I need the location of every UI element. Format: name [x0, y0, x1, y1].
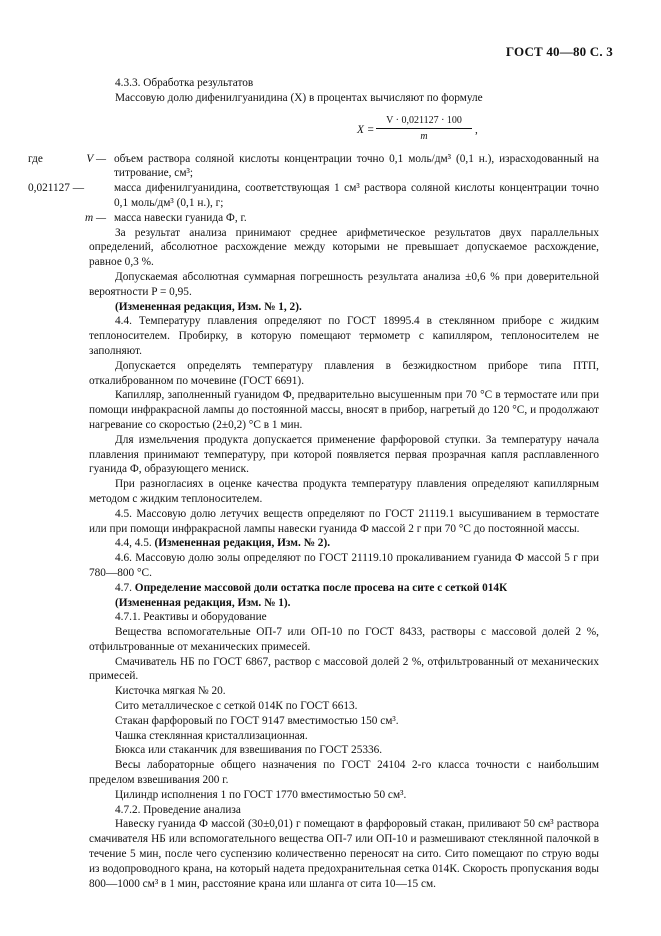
paragraph-4-7-2: Навеску гуанида Ф массой (30±0,01) г помещают в фарфоровый стакан, приливают 50 см³ раствора смачивателя НБ или вспомогательного вещества ОП-7 или ОП-10 и размешивают стеклянной палочкой в течение 5 мин, после чего суспензию количественно переносят на сито. Сито помещают по струю воды из водопроводного крана, на который надета предохранительная сетка 014К. Скорость пропускания воды 800—1000 см³ в 1 мин, расстояние крана или шланга от сита 10—15 см.	[89, 818, 599, 890]
definition-row	[28, 181, 599, 211]
edition-note-4-5	[89, 536, 599, 551]
section-4-7-2-heading: 4.7.2. Проведение анализа	[115, 803, 241, 816]
reagent-item: Кисточка мягкая № 20.	[115, 685, 226, 698]
formula-numerator: V · 0,021127 · 100	[376, 114, 472, 129]
paragraph-4-4: 4.4. Температуру плавления определяют по ГОСТ 18995.4 в стеклянном приборе с жидким теплоносителем. Пробирку, в которую помещают термометр с капилляром, теплоносителем не заполняют.	[89, 315, 599, 357]
reagent-item: Бюкса или стаканчик для взвешивания по ГОСТ 25336.	[115, 744, 383, 757]
section-4-3-3-heading: 4.3.3. Обработка результатов	[115, 77, 254, 89]
edition-note: (Измененная редакция, Изм. № 1).	[115, 596, 291, 609]
definition-row	[28, 211, 599, 226]
definition-text-v: объем раствора соляной кислоты концентрации точно 0,1 моль/дм³ (0,1 н.), израсходованный на титрование, см³;	[114, 152, 599, 180]
formula-lhs: X =	[357, 123, 375, 136]
section-title: Определение массовой доли остатка после просева на сите с сеткой 014К	[134, 581, 508, 594]
reagent-item: Стакан фарфоровый по ГОСТ 9147 вместимостью 150 см³.	[115, 714, 399, 727]
reagent-item: Весы лабораторные общего назначения по ГОСТ 24104 2-го класса точности с наибольшим пределом взвешивания 200 г.	[89, 759, 599, 787]
formula-fraction	[376, 114, 472, 143]
where-label: где	[28, 152, 43, 165]
reagent-item: Смачиватель НБ по ГОСТ 6867, раствор с массовой долей 2 %, отфильтрованный от механических примесей.	[89, 655, 599, 683]
formula	[89, 114, 599, 144]
paragraph-4-4-b: Допускается определять температуру плавления в безжидкостном приборе типа ПТП, откалиброванном по мочевине (ГОСТ 6691).	[89, 359, 599, 387]
definition-var-m: m —	[84, 211, 106, 224]
definition-text-m: масса навески гуанида Ф, г.	[114, 211, 247, 224]
document-body	[28, 76, 599, 891]
edition-ref: 4.4, 4.5.	[115, 537, 155, 550]
edition-note: (Измененная редакция, Изм. № 1, 2).	[115, 300, 302, 313]
paragraph-4-6: 4.6. Массовую долю золы определяют по ГОСТ 21119.10 прокаливанием гуанида Ф массой 5 г при 780—800 °С.	[89, 552, 599, 579]
section-4-7-heading	[89, 581, 599, 596]
definition-row	[28, 152, 599, 182]
definition-var-const: 0,021127 —	[28, 182, 85, 195]
edition-text: (Измененная редакция, Изм. № 2).	[154, 537, 331, 550]
formula-denominator: m	[420, 130, 428, 142]
reagent-item: Сито металлическое с сеткой 014К по ГОСТ 6613.	[115, 700, 358, 713]
paragraph-4-4-c: Капилляр, заполненный гуанидом Ф, предварительно высушенным при 70 °С в термостате или при помощи инфракрасной лампы до постоянной массы, вносят в прибор, нагретый до 120 °С, и продолжают нагревание со скоростью (2±0,2) °С в 1 мин.	[89, 389, 599, 431]
paragraph-4-4-d: Для измельчения продукта допускается применение фарфоровой ступки. За температуру начала плавления принимают температуру, при которой появляется первая прозрачная капля расплавленного гуанида Ф, образующего мениск.	[89, 433, 599, 476]
formula-definitions	[28, 152, 599, 226]
section-4-7-1-heading: 4.7.1. Реактивы и оборудование	[115, 611, 267, 624]
page-header: ГОСТ 40—80 С. 3	[505, 44, 613, 59]
reagent-item: Цилиндр исполнения 1 по ГОСТ 1770 вместимостью 50 см³.	[115, 788, 407, 801]
definition-var-v: V —	[86, 152, 106, 165]
paragraph-error: Допускаемая абсолютная суммарная погрешность результата анализа ±0,6 % при доверительной вероятности P = 0,95.	[89, 270, 599, 298]
section-number: 4.7.	[115, 581, 135, 594]
paragraph-4-4-e: При разногласиях в оценке качества продукта температуру плавления определяют капиллярным методом с жидким теплоносителем.	[89, 478, 599, 505]
reagent-item: Вещества вспомогательные ОП-7 или ОП-10 по ГОСТ 8433, растворы с массовой долей 2 %, отфильтрованные от механических примесей.	[89, 626, 599, 653]
formula-tail: ,	[475, 123, 478, 136]
paragraph-result: За результат анализа принимают среднее арифметическое результатов двух параллельных определений, абсолютное расхождение между которыми не превышает допускаемое расхождение, равное 0,3 %.	[89, 226, 599, 269]
formula-intro: Массовую долю дифенилгуанидина (X) в процентах вычисляют по формуле	[115, 91, 483, 104]
paragraph-4-5: 4.5. Массовую долю летучих веществ определяют по ГОСТ 21119.1 высушиванием в термостате или при помощи инфракрасной лампы навески гуанида Ф массой 2 г при 70 °С до постоянной массы.	[89, 507, 599, 535]
reagent-item: Чашка стеклянная кристаллизационная.	[115, 729, 308, 742]
definition-text-const: масса дифенилгуанидина, соответствующая 1 см³ раствора соляной кислоты концентрации точно 0,1 моль/дм³ (0,1 н.), г;	[114, 182, 599, 209]
